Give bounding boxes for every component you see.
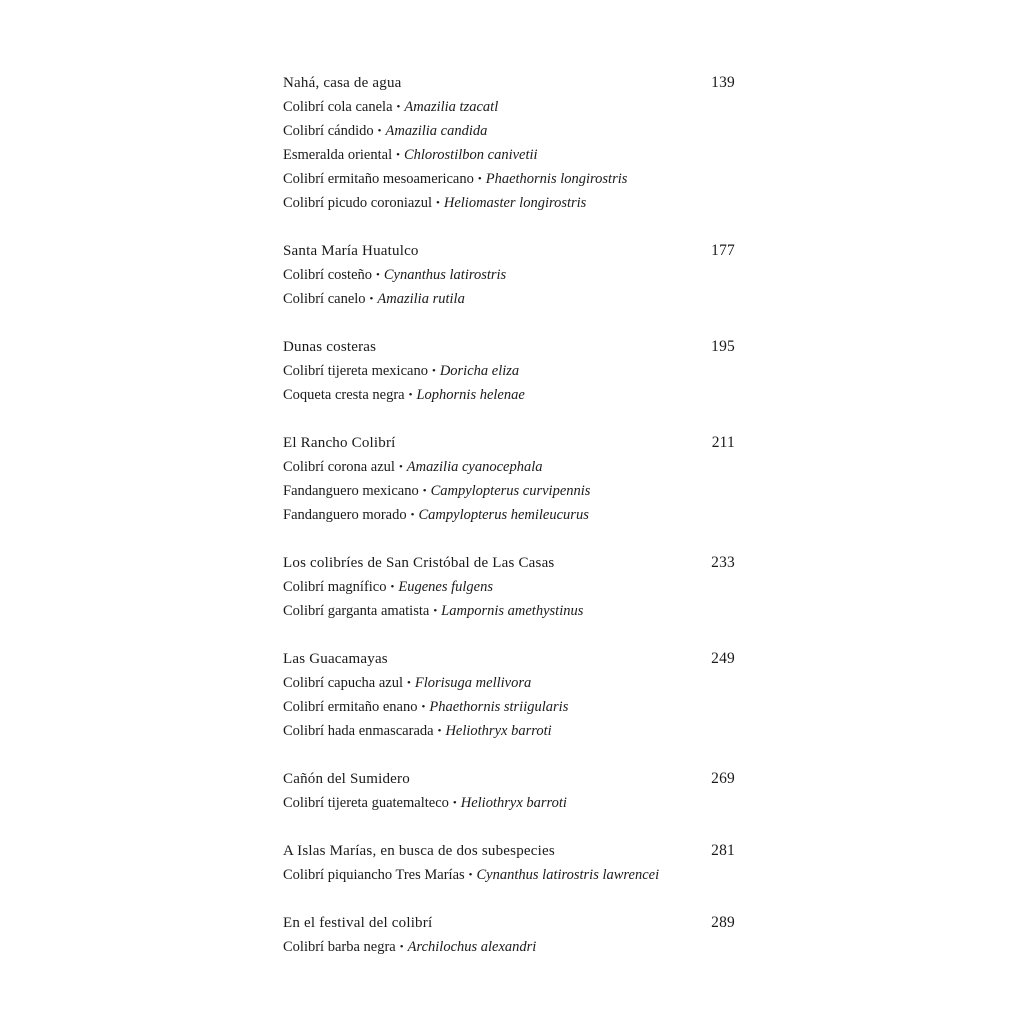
chapter-heading (283, 839, 735, 863)
chapter-heading (283, 335, 735, 359)
species-common-name: Colibrí hada enmascarada (283, 723, 434, 739)
species-common-name: Colibrí garganta amatista (283, 603, 430, 619)
chapter-title: El Rancho Colibrí (283, 435, 396, 451)
chapter-heading (283, 911, 735, 935)
bullet-separator: • (431, 365, 436, 377)
bullet-separator: • (398, 461, 403, 473)
species-common-name: Colibrí magnífico (283, 579, 387, 595)
bullet-separator: • (477, 173, 482, 185)
chapter-title: En el festival del colibrí (283, 915, 433, 931)
species-entry (283, 95, 735, 119)
species-scientific-name: Heliothryx barroti (445, 723, 552, 739)
bullet-separator: • (422, 485, 427, 497)
toc-section (283, 551, 735, 623)
chapter-title: Dunas costeras (283, 339, 377, 355)
chapter-heading (283, 647, 735, 671)
species-scientific-name: Lampornis amethystinus (441, 603, 584, 619)
species-common-name: Colibrí canelo (283, 291, 366, 307)
chapter-page-number: 233 (711, 554, 735, 571)
species-entry (283, 935, 735, 959)
chapter-heading (283, 551, 735, 575)
species-common-name: Colibrí tijereta mexicano (283, 363, 428, 379)
chapter-heading (283, 767, 735, 791)
bullet-separator: • (436, 197, 440, 209)
species-entry (283, 119, 735, 143)
chapter-heading (283, 239, 735, 263)
chapter-title: Cañón del Sumidero (283, 771, 410, 787)
chapter-page-number: 281 (711, 842, 735, 859)
species-scientific-name: Campylopterus curvipennis (430, 483, 591, 499)
species-scientific-name: Cynanthus latirostris lawrencei (476, 867, 660, 883)
species-entry (283, 263, 735, 287)
species-scientific-name: Doricha eliza (439, 363, 520, 379)
table-of-contents (283, 71, 735, 959)
species-common-name: Colibrí piquiancho Tres Marías (283, 867, 465, 883)
bullet-separator: • (369, 293, 374, 305)
species-scientific-name: Florisuga mellivora (414, 675, 532, 691)
chapter-title: Nahá, casa de agua (283, 75, 402, 91)
chapter-page-number: 195 (711, 338, 735, 355)
species-common-name: Colibrí cándido (283, 123, 374, 139)
species-entry (283, 503, 735, 527)
species-common-name: Colibrí ermitaño enano (283, 699, 418, 715)
chapter-heading (283, 431, 735, 455)
species-scientific-name: Amazilia candida (385, 123, 488, 139)
species-entry (283, 791, 735, 815)
species-entry (283, 695, 735, 719)
bullet-separator: • (399, 941, 404, 953)
chapter-page-number: 139 (711, 74, 735, 91)
bullet-separator: • (408, 389, 413, 401)
species-common-name: Colibrí cola canela (283, 99, 393, 115)
species-scientific-name: Phaethornis longirostris (485, 171, 628, 187)
toc-section (283, 767, 735, 815)
species-entry (283, 719, 735, 743)
species-common-name: Colibrí capucha azul (283, 675, 403, 691)
species-scientific-name: Eugenes fulgens (398, 579, 493, 595)
species-scientific-name: Archilochus alexandri (407, 939, 537, 955)
bullet-separator: • (390, 581, 395, 593)
chapter-heading (283, 71, 735, 95)
toc-section (283, 239, 735, 311)
bullet-separator: • (468, 869, 473, 881)
species-common-name: Colibrí costeño (283, 267, 373, 283)
bullet-separator: • (377, 125, 382, 137)
bullet-separator: • (396, 149, 400, 161)
species-common-name: Colibrí corona azul (283, 459, 395, 475)
species-scientific-name: Phaethornis striigularis (429, 699, 569, 715)
species-entry (283, 575, 735, 599)
species-entry (283, 287, 735, 311)
chapter-page-number: 249 (711, 650, 735, 667)
bullet-separator: • (437, 725, 442, 737)
bullet-separator: • (406, 677, 411, 689)
species-scientific-name: Lophornis helenae (416, 387, 525, 403)
species-common-name: Coqueta cresta negra (283, 387, 405, 403)
chapter-title: Santa María Huatulco (283, 243, 419, 259)
species-scientific-name: Campylopterus hemileucurus (418, 507, 589, 523)
species-entry (283, 599, 735, 623)
toc-section (283, 71, 735, 215)
species-common-name: Colibrí ermitaño mesoamericano (283, 171, 474, 187)
species-common-name: Fandanguero morado (283, 507, 407, 523)
species-entry (283, 359, 735, 383)
species-scientific-name: Heliomaster longirostris (443, 195, 587, 211)
species-common-name: Fandanguero mexicano (283, 483, 419, 499)
species-entry (283, 863, 735, 887)
bullet-separator: • (452, 797, 457, 809)
species-scientific-name: Amazilia cyanocephala (406, 459, 543, 475)
species-entry (283, 167, 735, 191)
toc-section (283, 911, 735, 959)
bullet-separator: • (396, 101, 401, 113)
species-common-name: Colibrí barba negra (283, 939, 396, 955)
species-entry (283, 191, 735, 215)
bullet-separator: • (376, 269, 380, 281)
species-scientific-name: Amazilia rutila (377, 291, 465, 307)
species-scientific-name: Amazilia tzacatl (404, 99, 499, 115)
species-entry (283, 143, 735, 167)
species-entry (283, 479, 735, 503)
species-common-name: Esmeralda oriental (283, 147, 393, 163)
species-entry (283, 383, 735, 407)
species-common-name: Colibrí tijereta guatemalteco (283, 795, 449, 811)
bullet-separator: • (433, 605, 438, 617)
chapter-title: Las Guacamayas (283, 651, 388, 667)
toc-section (283, 335, 735, 407)
species-scientific-name: Chlorostilbon canivetii (403, 147, 538, 163)
chapter-page-number: 211 (711, 434, 735, 451)
chapter-title: A Islas Marías, en busca de dos subespecies (283, 843, 555, 859)
bullet-separator: • (410, 509, 415, 521)
species-scientific-name: Heliothryx barroti (460, 795, 567, 811)
toc-section (283, 839, 735, 887)
species-entry (283, 455, 735, 479)
chapter-title: Los colibríes de San Cristóbal de Las Casas (283, 555, 555, 571)
toc-section (283, 431, 735, 527)
chapter-page-number: 289 (711, 914, 735, 931)
toc-section (283, 647, 735, 743)
chapter-page-number: 177 (711, 242, 735, 259)
bullet-separator: • (421, 701, 426, 713)
species-entry (283, 671, 735, 695)
chapter-page-number: 269 (711, 770, 735, 787)
species-common-name: Colibrí picudo coroniazul (283, 195, 432, 211)
species-scientific-name: Cynanthus latirostris (383, 267, 507, 283)
